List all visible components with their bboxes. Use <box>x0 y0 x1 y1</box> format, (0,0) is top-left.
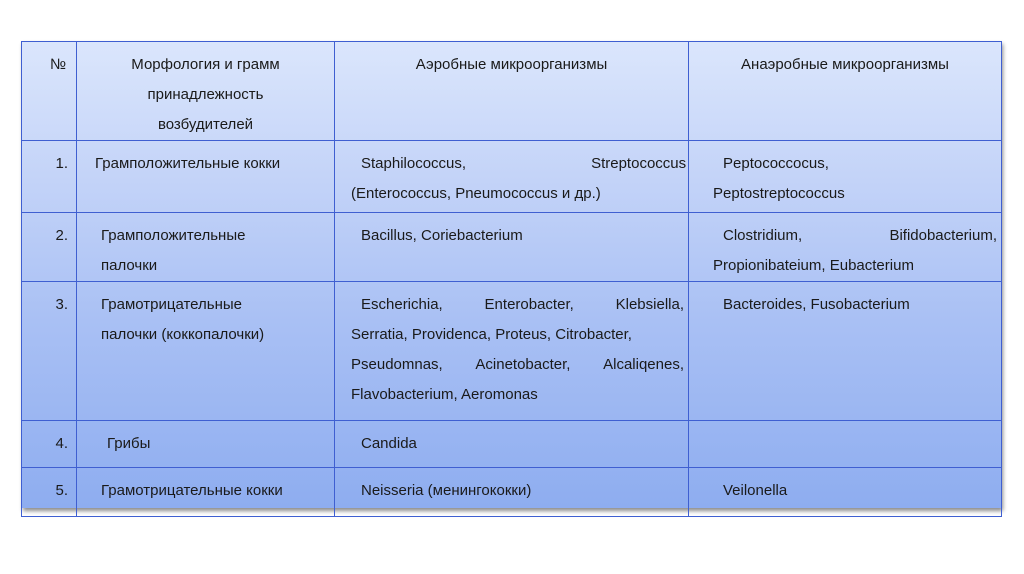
aerobic-line: Bacillus, Coriebacterium <box>361 227 523 244</box>
header-anaerobic <box>689 42 1002 141</box>
aerobic-line: Staphilococcus, Streptococcus <box>361 155 687 172</box>
aerobic-line: Flavobacterium, Aeromonas <box>351 386 538 403</box>
microorganism-table <box>21 41 1001 508</box>
anaerobic-line: Veilonella <box>723 482 788 499</box>
header-aerobic <box>335 42 689 141</box>
morphology-line: палочки <box>101 257 158 274</box>
row-anaerobic-empty <box>689 421 1002 468</box>
row-aerobic <box>335 421 689 468</box>
table-row <box>22 213 1002 282</box>
aerobic-line: (Enterococcus, Pneumococcus и др.) <box>351 185 601 202</box>
aerobic-line: Neisseria (менингококки) <box>361 482 532 499</box>
row-number: 2. <box>22 213 77 282</box>
header-number-label: № <box>50 56 67 73</box>
table-row <box>22 468 1002 517</box>
aerobic-line: Candida <box>361 435 417 452</box>
header-morphology-line: возбудителей <box>157 116 254 133</box>
row-morphology <box>77 468 335 517</box>
header-aerobic-label: Аэробные микроорганизмы <box>415 56 608 73</box>
row-aerobic <box>335 468 689 517</box>
row-aerobic <box>335 213 689 282</box>
row-number: 3. <box>22 282 77 421</box>
morphology-line: палочки (коккопалочки) <box>101 326 265 343</box>
row-anaerobic <box>689 213 1002 282</box>
morphology-line: Грамотрицательные кокки <box>101 482 283 499</box>
row-morphology <box>77 421 335 468</box>
anaerobic-line: Peptococcocus, <box>723 155 829 172</box>
row-morphology <box>77 141 335 213</box>
anaerobic-line: Peptostreptococcus <box>713 185 845 202</box>
row-anaerobic <box>689 282 1002 421</box>
morphology-line: Грибы <box>107 435 151 452</box>
row-number: 5. <box>22 468 77 517</box>
morphology-line: Грамположительные кокки <box>95 155 281 172</box>
header-anaerobic-label: Анаэробные микроорганизмы <box>741 56 949 73</box>
morphology-line: Грамположительные <box>101 227 246 244</box>
row-anaerobic <box>689 141 1002 213</box>
row-morphology <box>77 213 335 282</box>
header-morphology-line: принадлежность <box>147 86 264 103</box>
classification-table <box>21 41 1002 517</box>
anaerobic-line: Clostridium, Bifidobacterium, <box>723 227 997 244</box>
morphology-line: Грамотрицательные <box>101 296 243 313</box>
row-aerobic <box>335 141 689 213</box>
header-morphology-line: Морфология и грамм <box>131 56 280 73</box>
row-aerobic <box>335 282 689 421</box>
table-row <box>22 421 1002 468</box>
row-anaerobic <box>689 468 1002 517</box>
row-number: 4. <box>22 421 77 468</box>
header-morphology <box>77 42 335 141</box>
row-number: 1. <box>22 141 77 213</box>
anaerobic-line: Propionibateium, Eubacterium <box>713 257 914 274</box>
table-row <box>22 141 1002 213</box>
header-row <box>22 42 1002 141</box>
table-row <box>22 282 1002 421</box>
aerobic-line: Pseudomnas, Acinetobacter, Alcaliqenes, <box>351 356 684 373</box>
aerobic-line: Serratia, Providenca, Proteus, Citrobacter, <box>351 326 632 343</box>
row-morphology <box>77 282 335 421</box>
header-number <box>22 42 77 141</box>
anaerobic-line: Bacteroides, Fusobacterium <box>723 296 910 313</box>
aerobic-line: Escherichia, Enterobacter, Klebsiella, <box>361 296 684 313</box>
